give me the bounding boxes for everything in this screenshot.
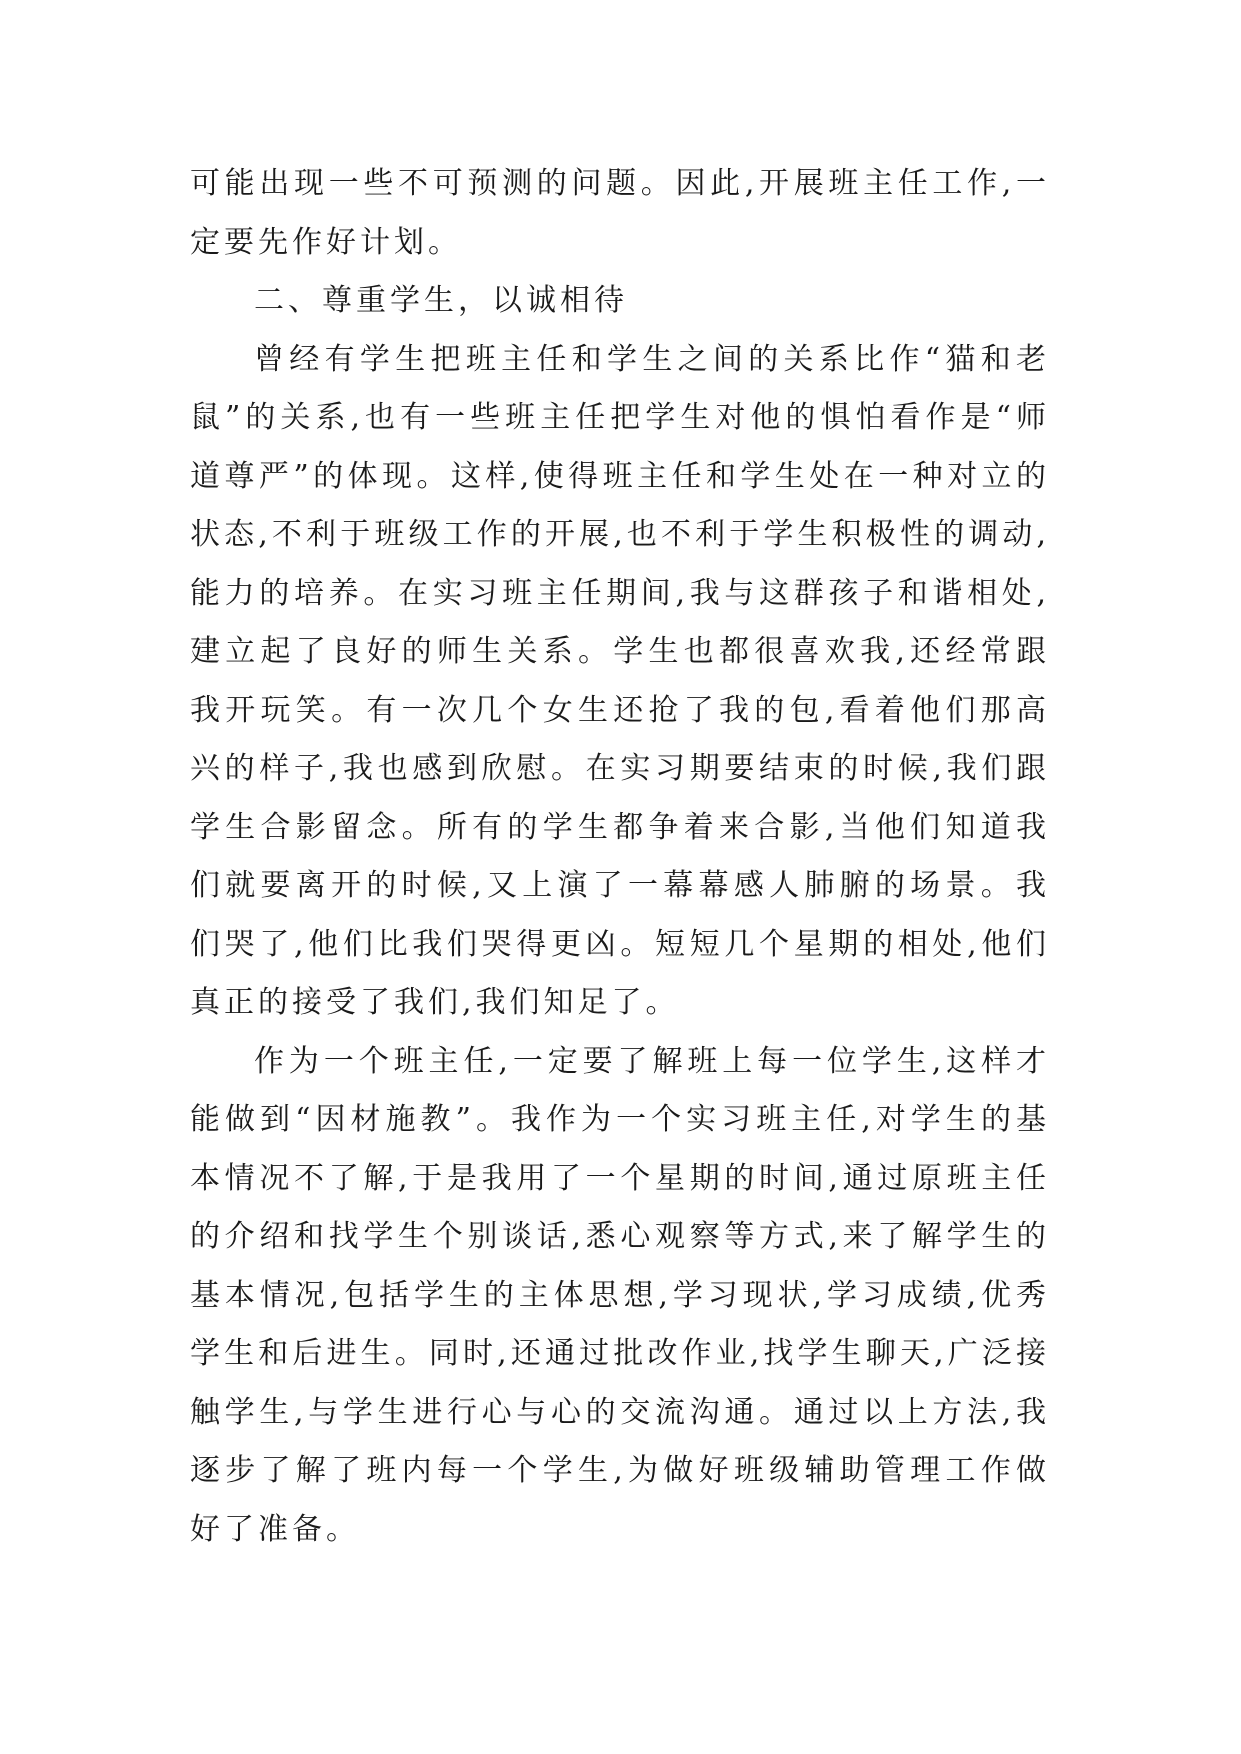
paragraph-continued: 可能出现一些不可预测的问题。因此,开展班主任工作,一定要先作好计划。 (190, 166, 1050, 260)
document-body (190, 155, 1050, 1559)
paragraph-teacher-student-relationship: 曾经有学生把班主任和学生之间的关系比作“猫和老鼠”的关系,也有一些班主任把学生对他的惧怕看作是“师道尊严”的体现。这样,使得班主任和学生处在一种对立的状态,不利于班级工作的开展,也不利于学生积极性的调动,能力的培养。在实习班主任期间,我与这群孩子和谐相处,建立起了良好的师生关系。学生也都很喜欢我,还经常跟我开玩笑。有一次几个女生还抢了我的包,看着他们那高兴的样子,我也感到欣慰。在实习期要结束的时候,我们跟学生合影留念。所有的学生都争着来合影,当他们知道我们就要离开的时候,又上演了一幕幕感人肺腑的场景。我们哭了,他们比我们哭得更凶。短短几个星期的相处,他们真正的接受了我们,我们知足了。 (190, 341, 1050, 1020)
section-heading: 二、尊重学生，以诚相待 (254, 283, 628, 318)
paragraph-understanding-students: 作为一个班主任,一定要了解班上每一位学生,这样才能做到“因材施教”。我作为一个实习班主任,对学生的基本情况不了解,于是我用了一个星期的时间,通过原班主任的介绍和找学生个别谈话,悉心观察等方式,来了解学生的基本情况,包括学生的主体思想,学习现状,学习成绩,优秀学生和后进生。同时,还通过批改作业,找学生聊天,广泛接触学生,与学生进行心与心的交流沟通。通过以上方法,我逐步了解了班内每一个学生,为做好班级辅助管理工作做好了准备。 (190, 1043, 1050, 1547)
